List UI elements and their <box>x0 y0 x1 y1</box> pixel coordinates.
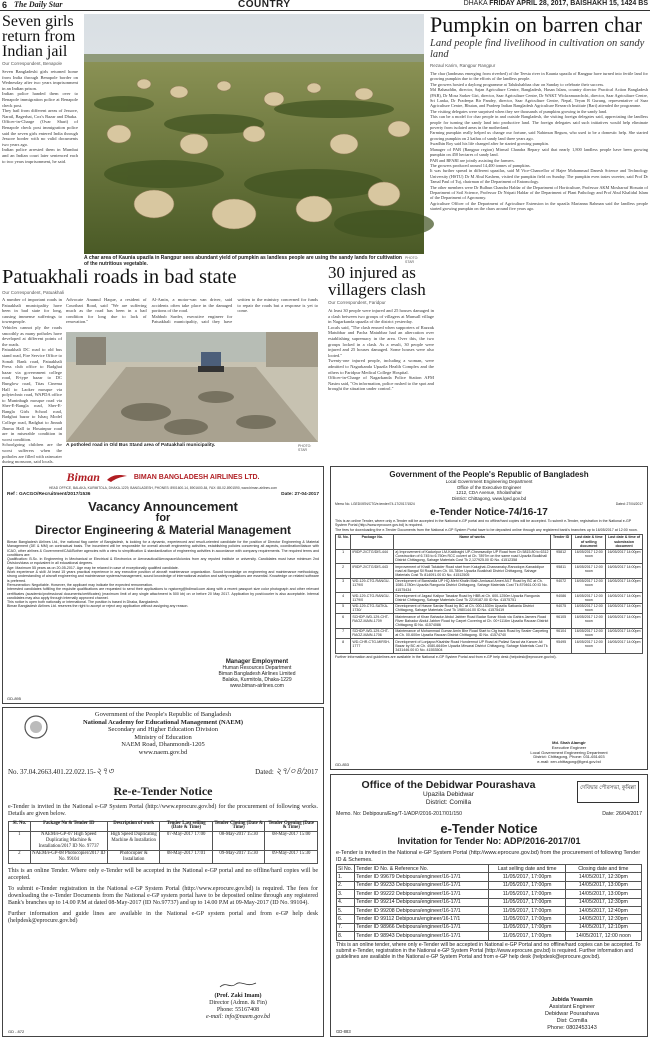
naem-para-info: Further information and guide lines are available in the National e-GP system portal and from e-GP help desk (helpdesk@eprocure.gov.bd) <box>8 910 318 924</box>
naem-title-wrap <box>8 782 318 800</box>
biman-vacancy-ad <box>2 466 324 704</box>
debidwar-intro: e-Tender is invited in the National e-GP System Portal (http://www.eprocure.gov.bd) from the procurement of following Tender ID & Schemes. <box>336 850 641 863</box>
biman-logo-row <box>7 470 319 485</box>
debidwar-upazila: Upazila Debidwar <box>423 791 474 798</box>
table-row: 1 NAEM/e-GP-07 High Speed Duplicating Machine & Installation/2017 ID No. 97737 High Speed Duplicating Machine & Installation 07-May-2017 17:00 08-May-2017 15:30 08-May-2017 15:00 <box>9 831 318 850</box>
pumpkin-caption: A char area of Kaunia upazila in Rangpur sees abundant yield of pumpkin as landless people are using the sandy lands for cultivation of the nutritious vegetable. <box>84 255 402 267</box>
lged-footer-note: Further information and guidelines are available in the National e-GP System Portal and from e-GP help desk (helpdesk@eprocure.gov.bd). <box>335 654 557 659</box>
naem-date: Dated: ২৭/০৪/2017 <box>255 765 318 776</box>
debidwar-ad-code: GD-883 <box>336 1029 351 1034</box>
section-name: COUNTRY <box>238 0 291 10</box>
pothole-photo-credit: PHOTO: STAR <box>298 444 312 452</box>
naem-signature-scrawl <box>218 980 258 990</box>
lged-memo-row <box>335 502 643 506</box>
byline: Our Correspondent, Faridpur <box>328 300 386 305</box>
lged-date: Dated: 27/04/2017 <box>615 502 643 506</box>
naem-para-registration: To submit e-Tender registration in the National e-GP System Portal (http://www.eprocure.gov.bd) is required. The fees for downloading the e-Tender Documents from the National e-GP system portal have to be deposited online through any registered Bank's branches up to 14.00 P.M at dated 08-May-2017 (ID No.97737) and up to 14.00 P.M at 09-May-2017 (ID No. 99104). <box>8 885 318 906</box>
pumpkin-photo-credit: PHOTO: STAR <box>405 256 419 264</box>
body: The char (landmass emerging from riverbed) of the Teesta river in Kaunia upazila of Rangpur have turned into fertile land for growing pumpkin due to the efforts of the landless people. The growers hosted a daylong programme at Talukshahbaz char on Sunday to celebrate their success. Md Bahauddin, director, Sajan Agriculture Centre, Bangladesh, Hasan Islam, country director Practical Action Bangladesh (PAB), Dr Mosa Sarker Giri, director, Saar Agriculture Centre, Dr WAKT Wickramarachchi, director, Saar Agriculture Centre, Sri Lanka, Dr Pradeepa Bir Pandey, director, Saar Agriculture Centre, Nepal, Teyan R Gurung, representative of Saar Agriculture Centre, Bhutan, and Pradeep Indian Bangladesh Agriculture Research Institute (Bari) attended the programme. The visiting delegates were surprised when they see thousands of pumpkins growing in the sandy land. This can be a model for char people in and outside Bangladesh, the visiting foreign delegates said, appreciating the landless people for turning the sandy land into productive land. The foreign delegates said such initiatives would help eliminate poverty from isolated areas in the motherland. Farming pumpkin really helped us change our fortune, said Nahimun Begum, who used to be a domestic help. She started growing pumpkin on 2 kathas of sandy land three years ago. Swadhin Roy said his life changed after he started growing pumpkin. Manager of PAB (Rangpur region) Mirmal Chandra Bepary said that nearly 1,800 landless people have been growing pumpkin on 450 hectares of sandy land. PAB and BFARI are jointly assisting the farmers. The growers produced around 14,400 tonnes of pumpkins. It was further spread in different upazilas, said M Vice-Chancellor of Hajee Mohammad Danesh Science and Technology University (HSTU) Dr M Abul Kashem, visited the pumpkin field on Sunday. The pumpkin even tastes sweeter, said Prof Dr Tamal Paul of Tuj, chairman of the Department of Entomology. The other members were Dr Bulbun Chandra Haldar of the Department of Horticulture, Professor AKM Mosharraf Hossain of Department of Soil Science, Professor Dr Nripati Haldar of the Department of Plant Pathology and Prof Abul Khalidul Islam of the Department of Agronomy. Agriculture Officer of the Department of Agriculture Extension in the upazila Marianna Rahman said the landless people started growing pumpkin on the chars around five years ago. <box>430 71 648 212</box>
debidwar-district: District: Comilla <box>425 799 472 806</box>
table-row: 4. Tender ID 99214 Debipoura/engineer/16-17/1 11/05/2017, 17:00pm 14/05/2017, 12:30pm <box>337 898 642 906</box>
pumpkin-photo <box>84 14 424 254</box>
table-header-row: Sl. No. Package No & Tender ID Description of work Tender Last selling (Date & Time) Tender Closing (Date & Time) Tender Opening (Date & Time) <box>9 821 318 831</box>
biman-website[interactable]: www.biman-airlines.com <box>230 683 284 689</box>
biman-address: HEAD OFFICE, BALAKA, KURMITOLA, DHAKA-1229, BANGLADESH, PHONES: 8901600-14, 8901600-84, FAX: 88-02-8901590, www.biman-airlines.com <box>48 486 278 490</box>
pothole-caption: A potholed road in Old Bus Stand area of Patuakhali municipality. <box>66 443 216 448</box>
masthead: The Daily Star <box>14 0 63 9</box>
table-row: 3. Tender ID 99222 Debipoura/engineer/16-17/1 11/05/2017, 17:00pm 14/05/2017, 13:00pm <box>337 890 642 898</box>
table-row: 7. Tender ID 98966 Debipoura/engineer/16-17/1 11/05/2017, 17:00pm 14/05/2017, 12:10pm <box>337 923 642 931</box>
lged-header: Local Government Engineering Department Office of the Executive Engineer 1212, CDA Avenue, Sholashahar District: Chittagong, www.lged.gov.bd <box>445 479 533 501</box>
table-row: 4 WD-129-CTG-RANGU-1179/0 Development of Jagaul Kalipur Tasakar Road by HBB at Ch. 600-1250m Upazila Rangunia District Chittagong, Sahage Materials Cost Tk 2219187.00 ID No. 41575751 94086 16/05/2017 12:00 noon 16/05/2017 14:00pm <box>336 593 643 603</box>
headline: Seven girls return from Indian jail <box>2 13 76 60</box>
lged-intro-2: The fees for downloading the e-Tender Documents from the National e-GP System Portal have to be deposited online through any registered bank's branches up to 16/05/2017 at 12:00 noon. <box>335 527 638 532</box>
table-row: 6. Tender ID 99112 Debipoura/engineer/16-17/1 11/05/2017, 17:00pm 14/05/2017, 12:30pm <box>337 915 642 923</box>
naem-signature: (Prof. Zaki Imam) Director (Admn. & Fin) Phone: 55167408 e-mail: info@naem.gov.bd <box>173 980 303 1021</box>
table-row: 2. Tender ID 99233 Debipoura/engineer/16-17/1 11/05/2017, 17:00pm 14/05/2017, 13:00pm <box>337 881 642 889</box>
page-header <box>0 0 650 11</box>
biman-full-name: BIMAN BANGLADESH AIRLINES LTD. <box>133 474 260 481</box>
debidwar-title: e-Tender Notice <box>440 821 538 836</box>
lged-intro: This is an online Tender, where only e-Tender will be accepted in the National e-GP portal and no offline/hard copies will be accepted. To submit e-Tender, registration in the National e-GP System Portal (http://www.eprocure.gov.bd) is required. <box>335 519 632 528</box>
biman-signature: Manager Employment Human Resources Department Biman Bangladesh Airlines Limited Balaka, Kurmitola, Dhaka-1229 www.biman-airlines.com <box>197 659 317 689</box>
naem-memo-row <box>8 764 318 779</box>
naem-intro: e-Tender is invited in the National e-GP System Portal (http://www.eprocure.gov.bd) for the procurement of following works. Details are given below. <box>8 803 318 817</box>
biman-position: Director Engineering & Material Management <box>34 523 292 537</box>
debidwar-footer: This is an online tender, where only e-Tender will be accepted in National e-GP Portal and no offline/hard copies can be accepted. To submit e-Tender, registration in the National e-GP System Portal (http://www.eprocure.gov.bd) is required. Further information and guidelines are available in the National e-GP System Portal and from e-GP help desk (helpdesk@eprocure.gov.bd). <box>336 941 641 961</box>
byline: Our Correspondent, Benapole <box>2 61 63 66</box>
lged-ad-code: GD-853 <box>335 762 350 767</box>
debidwar-tender-table <box>336 864 642 940</box>
lged-memo: Memo No. LGED/XEN/CTG/e-tender/74-17/2017/1524 <box>335 502 415 506</box>
issue-date: DHAKA FRIDAY APRIL 28, 2017, BAISHAKH 15, 1424 BS <box>463 0 648 7</box>
patuakhali-col-1: A number of important roads in Patuakhali municipality have been in bad state for long, causing immense sufferings to townspeople. Vehicles cannot ply the roads smoothly as many potholes have developed at different points of the roads. Patuakhali DC road to old bus stand road, Fire Service Office to Sonali Bank road, Patuakhali Press club office to Badghat bazar via government college road, B-type bazar to DC Bunglow road, Titas Cinema Hall to Laoker mosque via polytechnic road, WAPDA office to Muninbagh mosque road via Sher-E-Bangla road, Sher-E-Bangla Girls School road, Badghat bazar to Ishaq Model College road, Badghat to Jinnah Jhuma Hall to Hosainpur road are in miserable condition in worst condition. Schoolgoing children are the worst sufferers when the potholes are filled with rainwater during monsoon, said locals. <box>2 297 62 465</box>
table-row: 7 SCHDP-WD-129-CHT-RAOZ-MAIN-1706 Maintenance of Mohammad Gumar Amin Bhe Road Start to Ctg track Road by Sealer Carpeting at Ch. 00-600m Upazila Raozan District Chittagong. ID No. 41574740 96104 16/05/2017 12:00 noon 16/05/2017 14:00pm <box>336 628 643 638</box>
body: Seven Bangladeshi girls returned home from India through Benapole border on Wednesday after two years imprisonment in an Indian prison. Indian police handed them over to Benapole immigration police at Benapole check post. They hail from different areas of Jessore, Narail, Bagerhat, Cox's Bazar and Dhaka. Officer-in-Charge (Ovar Shari) of Benapole check post immigration police said the seven girls entered India through Jessore border with no valid documents two years ago. Indian police arrested them in Mumbai and an Indian court later sentenced each to two years imprisonment, he said. <box>2 69 78 164</box>
biman-logo-text: Biman <box>66 470 100 484</box>
naem-title: Re-e-Tender Notice <box>113 783 213 798</box>
table-row: 8 WD-CHR-CTG-MIRSH-1777 Development of Lonjapur/Kisahfar Road Hundermut UP Road at Pallavi Sarad via Kancer Ali Bazar by BC at Ch. 4080-6640m Upazila Mirsarai District Chittagong, Sahage Materials Cost Tk 3431446.00 ID No. 41553504 95495 16/05/2017 12:00 noon 16/05/2017 14:00pm <box>336 639 643 654</box>
body: At least 30 people were injured and 25 houses damaged in a clash between two groups of villagers at Munsall village in Nagarkanda upazila of the district yesterday. Locals said, "The clash ensued when supporters of Razzak Matubbar and Pacha Matubbar had an altercation over establishing supremacy in the area. Over this, the two groups locked in a clash. As a result, 30 people were injured and 25 houses damaged. Some houses were also looted." Twenty-one injured people, including a woman, were admitted to Nagarkanda Upazila Health Complex and the others to Faridpur Medical College Hospital. Officer-in-Charge of Nagarkanda Police Station AFM Nasim said, "On information, police rushed to the spot and brought the situation under control." <box>328 308 434 392</box>
headline: 30 injured as villagers clash <box>328 263 426 299</box>
byline: Rezaul Karim, Rangpur Rangpur <box>430 63 496 68</box>
table-row: 2 IRIDP-2/CTG/DIS-443 Improvement of Khalil Talukder Road start from Kaiughat-Chawranaky-Ranodope-Kanaddipur road at Bangal Sil Road from Ch. 00-780m Upazila Boalkhali District Chittagong, Sahage Materials Cost Tk 814091.00 ID No. 41512505 95811 16/05/2017 12:00 noon 16/05/2017 14:00pm <box>336 564 643 579</box>
naem-para-online: This is an online Tender. Where only e-Tender will be accepted in the National e-GP portal and no offline/hard copies will be accepted. <box>8 867 318 881</box>
subhead: Land people find livelihood in cultivation on sandy land <box>430 38 645 60</box>
debidwar-memo: Memo. No: Debipoura/Eng/T-1/ADP/2016-2017/01/150 <box>336 811 463 817</box>
pothole-photo <box>66 332 318 442</box>
naem-ad-code: GD - 872 <box>8 1029 25 1034</box>
naem-header: Government of the People's Republic of Bangladesh National Academy for Educational Management (NAEM) Secondary and Higher Education Division Ministry of Education NAEM Road, Dhanmondi-1205 www.naem.gov.bd <box>82 711 244 756</box>
table-row: 3 WD-129-CTG-RANGU-1179/0 Development of Banshalla UP HQ-Mehi Khalin Maih-Amicaud Ameri Ali-T Road by BC at Ch. 1080-1780m Upazila Rangunia District Chittagong, Sahage Materials Cost Tk 879461.00 ID No. 41575434 94072 16/05/2017 12:00 noon 16/05/2017 14:00pm <box>336 578 643 593</box>
lged-gov-title: Government of the People's Republic of Bangladesh <box>389 470 589 479</box>
debidwar-memo-row <box>336 811 642 817</box>
biman-bird-icon <box>106 473 128 483</box>
biman-date: Date: 27-04-2017 <box>281 492 319 497</box>
lged-title: e-Tender Notice-74/16-17 <box>430 507 548 518</box>
table-row: 2 NAEM/e-GP-08 Photocopier/2017 ID No. 99104 Photocopier & Installation 08-May-2017 17:01 09-May-2017 15:30 09-May-2017 15:30 <box>9 850 318 863</box>
patuakhali-col-2-4: Advocate Anamul Haque, a resident of Courtbari Road, said "We are suffering much as the road has been in a bad condition for long due to lack of renovation." Al-Amin, a motor-van van driver, said accidents often take place in the damaged portions of the road. Mahbub Sarder, executive engineer for Patuakhali municipality, said they have written to the ministry concerned for funds to repair the roads but a response is yet to come. <box>66 297 318 325</box>
naem-memo: No. 37.04.2663.401.22.022.15-২৭৩ <box>8 765 114 776</box>
biman-title: Vacancy Announcement <box>88 499 238 514</box>
biman-ref: Ref : GACGO/Recruitment/2017/1536 <box>7 492 91 497</box>
debidwar-tender-ad <box>330 774 648 1037</box>
page-number: 6 <box>2 0 8 10</box>
biman-body: Biman Bangladesh Airlines Ltd., the national flag carrier of Bangladesh, is looking for a dynamic, experienced and result-oriented candidate for the position of Director Engineering & Material Management (DE & MM) on contractual basis. The incumbent will be responsible for overall aircraft engineering activities, establishing policies concerning all aspects, coordination/liaison with ICAO, other airlines & Government/CAA/Bother agencies with a view to simplification & standardization of engineering activities in accordance with company requirements. The required terms and conditions are: Qualification: B.Sc. in Engineering in Mechanical or Electrical & Electronics or Aeronautical/Aerospace/Avionics from any reputed institute or university. Candidates must have minimum 2nd Division/class or equivalent in all educational degrees. Age: Maximum 55 years as on 20-05-2017. Age may be relaxed in case of exceptionally qualified candidate. Work experience & skill: At least 15 years practical experience in any executive position of aircraft maintenance organization. Sound knowledge on engineering and maintenance methodology, strong understanding of aircraft engineering and maintenance systems/management, sound knowledge of international aviation and safety regulations are essential. Knowledge on related software is preferred. Remuneration: Negotiable. However, the applicant may indicate the expected remuneration. Interested candidates fulfilling the requisite qualifications are requested to send their applications to ngstoreg@bdimail.com along with a recent passport size color photograph and other relevant certificates (academic/professional documents/certificates) (maximum limit of any single attachment is 500 kb) on or before 20 May 2017. Application by post/courier is also acceptable. Internal candidates may also apply through internally approved channel. This notice is open both nationally or international. The position is based in Dhaka, Bangladesh. Biman Bangladesh Airlines Ltd. reserves the right to accept or reject any application without assigning any reason. <box>7 540 319 609</box>
lged-tender-table <box>335 534 643 654</box>
lged-signature: Md. Shah Alamgir Executive Engineer Local Government Engineering Department District: Chittagong, Phone: 031-651403 e-mail: xen.chittagong@lged.gov.bd <box>530 740 608 765</box>
table-row: 6 SCHDP-WD-129-CHT-RAOZ-MAIN-1709 Maintenance of Khan Bahadur Abdul Jabber Road Badar Sonar Mock via Gahira Jamers Road River Bahadur Abdul Jabber Road by Carpet Covering at Ch. 00+1116m Upazila Raozan District Chittagong ID No. 41574086 96105 16/05/2017 12:00 noon 16/05/2017 14:00pm <box>336 614 643 629</box>
biman-ref-row <box>7 492 319 497</box>
debidwar-signature: Jubida Yeasmin Assistant Engineer Debidwar Pourashava Dist: Comilla Phone: 0802453143 <box>544 997 600 1031</box>
debidwar-subtitle: Invitation for Tender No: ADP/2016-2017/01 <box>397 836 581 846</box>
pumpkin-field-image <box>84 14 424 254</box>
biman-title-for: for <box>155 512 171 524</box>
table-row: 1. Tender ID 99679 Debipoura/engineer/16-17/1 11/05/2017, 17:00pm 14/05/2017, 12:30pm <box>337 873 642 881</box>
table-row: 5. Tender ID 99208 Debipoura/engineer/16-17/1 11/05/2017, 17:00pm 14/05/2017, 12:40pm <box>337 907 642 915</box>
lged-tender-ad <box>330 466 648 770</box>
debidwar-bangla-stamp: দেবিদ্বার পৌরসভা, কুমিল্লা <box>577 781 639 803</box>
table-header-row: Sl No. Tender ID No. & Reference No. Last selling date and time Closing date and time <box>337 865 642 873</box>
story-villagers-clash <box>328 264 434 454</box>
debidwar-date: Date: 26/04/2017 <box>602 811 642 817</box>
debidwar-office: Office of the Debidwar Pourashava <box>361 779 536 791</box>
headline: Pumpkin on barren char <box>430 12 642 37</box>
headline: Patuakhali roads in bad state <box>2 266 237 288</box>
naem-logo-icon <box>23 714 49 740</box>
table-row: 1 IRIDP-2/CTG/DIS-444 a) Improvement of Kaduripur LM-Kaldiraghi UP-Chewsavdipr UP Road from Ch 5815.80 to 6312 Construction of 6.745 to 6.750m RCC culvert at Ch. 7897m on the same road Upazila Boalkhali District Chittagong, Sahage Materials Cost Tk 2,127925.00 ID No. 41512358 95812 16/05/2017 12:00 noon 16/05/2017 14:00pm <box>336 549 643 564</box>
naem-tender-table <box>8 821 318 864</box>
table-row: 5 WD-129-CTG-SATKA-1730/ Development of Hasne Sardar Road by BC at Ch. 000-1530m Upazila Satkania District Chittagong, Sahage Materials Cost Tk 1980144.00 ID No. 41575419 94075 16/05/2017 12:00 noon 16/05/2017 14:00pm <box>336 603 643 613</box>
pothole-road-image <box>66 332 318 442</box>
byline: Our Correspondent, Patuakhali <box>2 290 65 295</box>
story-seven-girls <box>2 14 78 262</box>
table-header-row: Sl. No. Package No. Name of works Tender ID Last date & time of selling document Last date & time of submission document <box>336 534 643 549</box>
biman-ad-code: GD-895 <box>7 696 22 701</box>
story-pumpkin <box>430 14 648 262</box>
table-row: 8. Tender ID 98943 Debipoura/engineer/16-17/1 11/05/2017, 17:00pm 14/05/2017, 12:00 noon <box>337 932 642 940</box>
naem-tender-ad <box>2 707 324 1037</box>
